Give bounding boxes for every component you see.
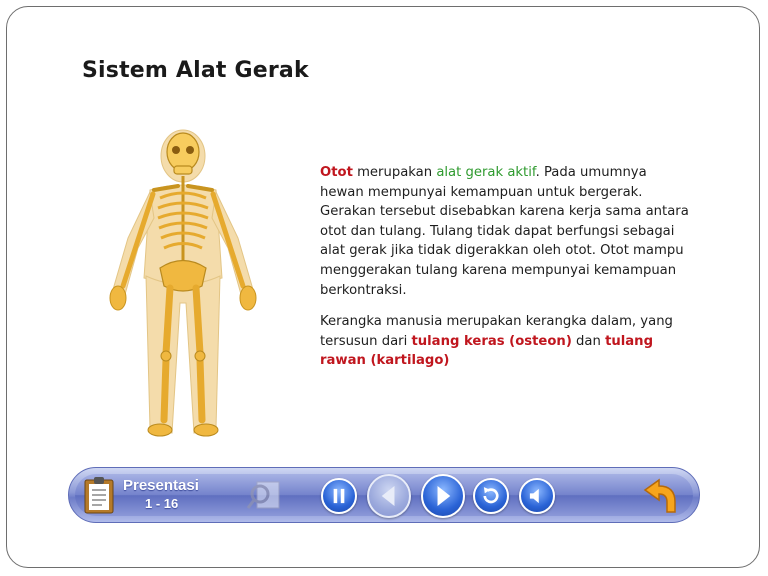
next-button[interactable] bbox=[421, 474, 465, 518]
paragraph-2 bbox=[320, 312, 690, 371]
term-tulang-rawan: tulang rawan (kartilago) bbox=[320, 333, 654, 369]
term-alat-gerak-aktif: alat gerak aktif bbox=[436, 165, 536, 180]
text-span: merupakan bbox=[352, 165, 437, 180]
presentation-navbar bbox=[68, 467, 700, 523]
slide-range: 1 - 16 bbox=[145, 496, 179, 511]
clipboard-icon[interactable] bbox=[83, 476, 115, 514]
speaker-icon bbox=[521, 480, 553, 512]
pause-icon bbox=[323, 480, 355, 512]
skeleton-illustration bbox=[98, 128, 268, 448]
arrow-right-icon bbox=[423, 476, 463, 516]
search-icon[interactable] bbox=[247, 480, 283, 512]
previous-button[interactable] bbox=[367, 474, 411, 518]
replay-icon bbox=[475, 480, 507, 512]
paragraph-1 bbox=[320, 163, 690, 300]
replay-button[interactable] bbox=[473, 478, 509, 514]
text-span: . Pada umumnya hewan mempunyai kemampuan untuk bergerak. Gerakan tersebut disebabkan karena kerja sama antara otot dan tulang. Tulang tidak dapat berfungsi sebagai alat gerak jika tidak digerakkan oleh otot. Otot mampu menggerakan tulang karena mempunyai kemampuan berkontraksi. bbox=[320, 165, 689, 298]
slide-title: Sistem Alat Gerak bbox=[82, 58, 309, 83]
term-otot: Otot bbox=[320, 165, 353, 180]
text-span: dan bbox=[571, 333, 606, 349]
mute-button[interactable] bbox=[519, 478, 555, 514]
content-text bbox=[320, 163, 690, 383]
exit-icon[interactable] bbox=[641, 476, 681, 516]
arrow-left-icon bbox=[369, 476, 409, 516]
presentation-label: Presentasi bbox=[123, 477, 199, 494]
pause-button[interactable] bbox=[321, 478, 357, 514]
term-tulang-keras: tulang keras (osteon) bbox=[411, 333, 572, 349]
text-span: Kerangka manusia merupakan kerangka dalam, yang tersusun dari bbox=[320, 314, 673, 349]
